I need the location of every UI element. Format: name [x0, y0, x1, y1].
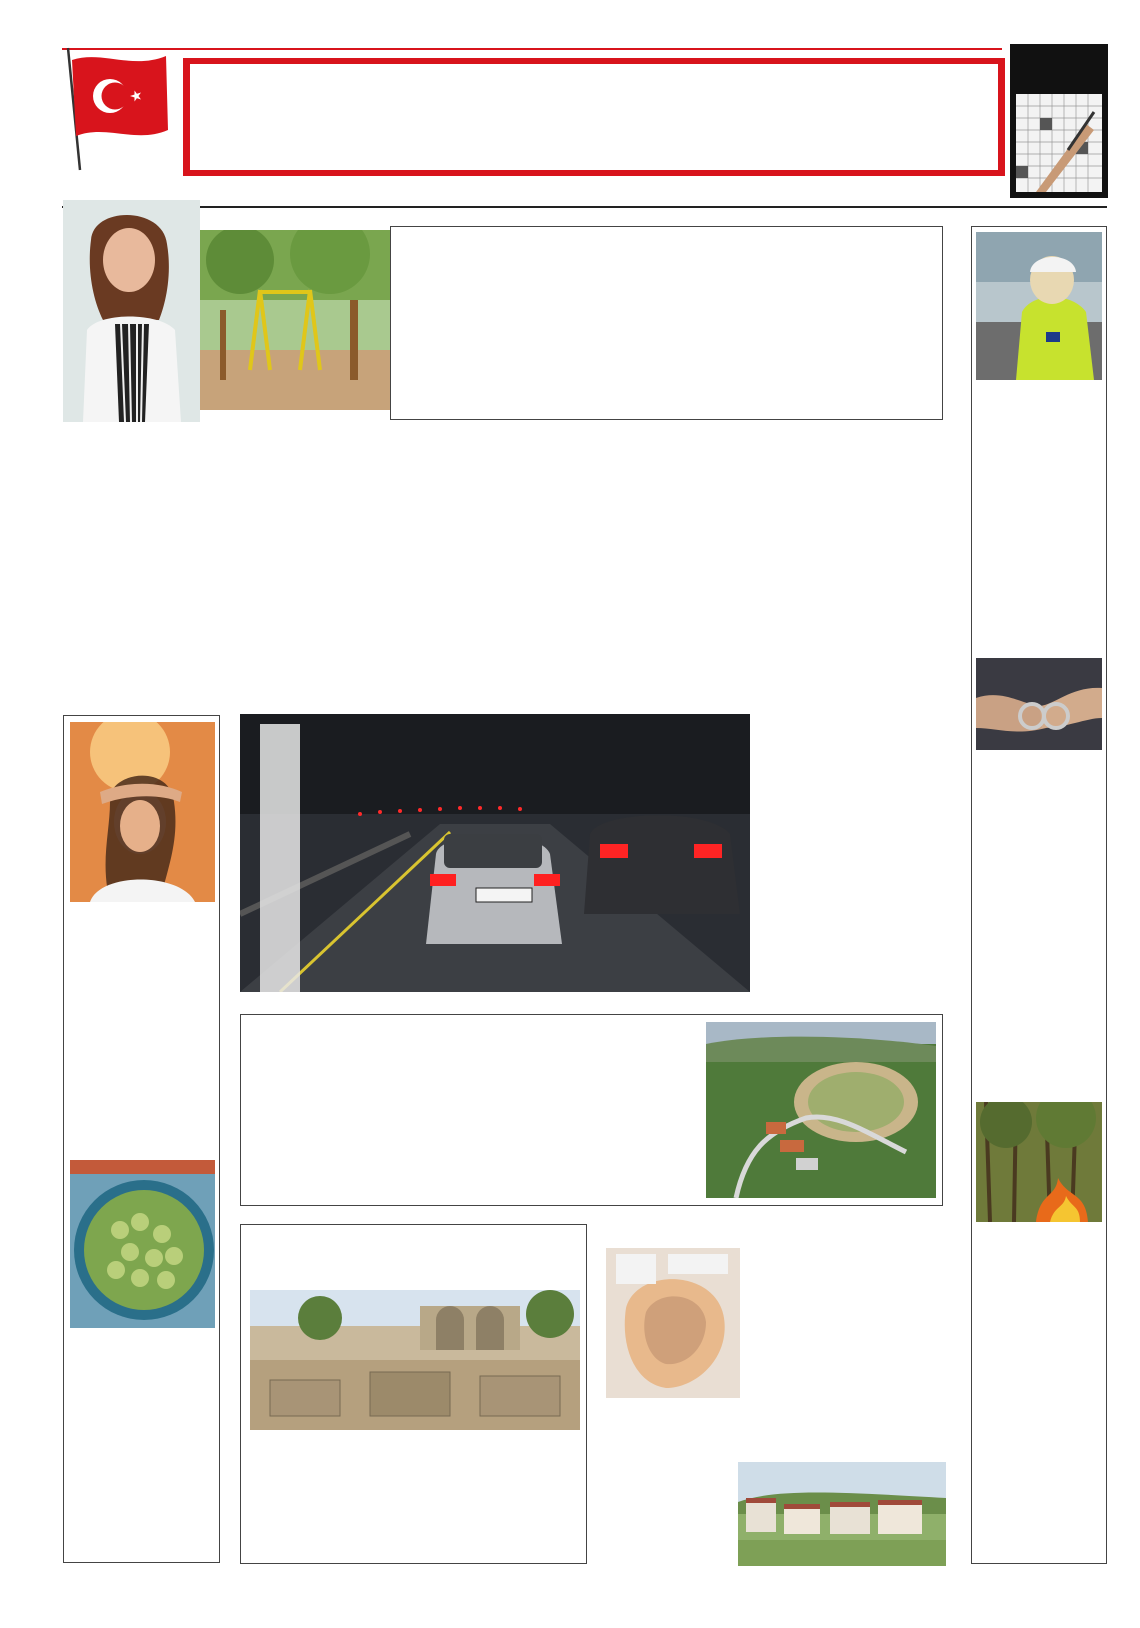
animal-shelter-aerial-photo — [706, 1022, 936, 1198]
traffic-jam-photo — [240, 714, 750, 992]
apartments-photo — [738, 1462, 946, 1566]
masthead-bottom-rule — [62, 206, 1107, 208]
playground-photo — [200, 230, 390, 410]
puzzle-promo-label — [1010, 44, 1108, 52]
masthead-title — [218, 58, 969, 176]
doctor-photo — [63, 200, 200, 422]
ancient-ruins-photo — [250, 1290, 580, 1430]
bocek-story-frame — [390, 226, 943, 420]
turkish-flag-icon — [62, 44, 172, 174]
masthead-top-rule — [62, 48, 1002, 50]
handcuffs-photo — [976, 658, 1102, 750]
puzzle-promo[interactable] — [1010, 44, 1108, 198]
forest-fire-photo — [976, 1102, 1102, 1222]
hazelnut-photo — [70, 1160, 215, 1328]
heat-woman-photo — [70, 722, 215, 902]
main-story-text — [766, 712, 944, 714]
spoiled-chicken-photo — [606, 1248, 740, 1398]
crossword-image — [1016, 94, 1102, 192]
right-sidebar-frame — [971, 226, 1107, 1564]
traffic-police-photo — [976, 232, 1102, 380]
duzenleme-col-1 — [250, 1072, 464, 1074]
